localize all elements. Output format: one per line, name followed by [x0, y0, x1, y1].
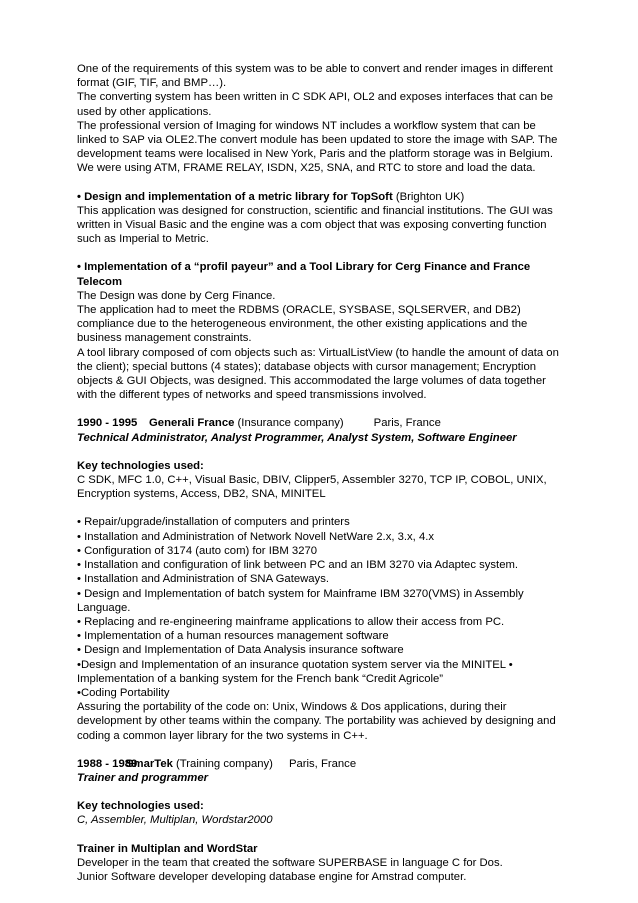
generali-coding-line: •Coding Portability — [77, 686, 170, 699]
generali-company: Generali France — [149, 417, 235, 430]
generali-tech-heading: Key technologies used: — [77, 459, 204, 472]
cerg-heading: • Implementation of a “profil payeur” and a Tool Library for Cerg Finance and France Telecom — [77, 260, 567, 288]
spacer — [77, 246, 567, 260]
spacer — [77, 501, 567, 515]
generali-city: Paris, France — [373, 417, 441, 430]
generali-company-type: (Insurance company) — [234, 417, 344, 430]
generali-bullet-list — [77, 515, 567, 657]
generali-minitel-line: •Design and Implementation of an insurance quotation system server via the MINITEL • Implementation of a banking system for the French bank “Credit Agricole” — [77, 658, 513, 685]
smartek-city: Paris, France — [288, 757, 357, 770]
smartek-line-1: Developer in the team that created the software SUPERBASE in language C for Dos. — [77, 856, 503, 869]
generali-portability: Assuring the portability of the code on: Unix, Windows & Dos applications, during their development by other teams within the company. The portability was achieved by designing and coding a common layer library for the two systems in C++. — [77, 701, 556, 742]
list-item: • Repair/upgrade/installation of computers and printers — [77, 515, 567, 529]
spacer — [77, 402, 567, 416]
cerg-line-3: A tool library composed of com objects such as: VirtualListView (to handle the amount of data on the client); special buttons (4 states); database objects with cursor management; Encryption objects & GUI Objects, was designed. This accommodated the large volumes of data together with the different types of networks and speed transmissions involved. — [77, 346, 559, 402]
intro-paragraph-2: The converting system has been written in C SDK API, OL2 and exposes interfaces that can be used by other applications. — [77, 91, 553, 118]
generali-period-row — [77, 416, 567, 430]
spacer — [77, 785, 567, 799]
list-item: • Configuration of 3174 (auto com) for IBM 3270 — [77, 544, 567, 558]
smartek-line-2: Junior Software developer developing database engine for Amstrad computer. — [77, 870, 467, 883]
list-item: • Replacing and re-engineering mainframe applications to allow their access from PC. — [77, 615, 567, 629]
generali-years: 1990 - 1995 — [77, 417, 138, 430]
topsoft-body: This application was designed for construction, scientific and financial institutions. The GUI was written in Visual Basic and the engine was a com object that was exposing converting function such as Imperial to Metric. — [77, 204, 553, 246]
cv-page — [77, 62, 567, 884]
smartek-role: Trainer and programmer — [77, 771, 209, 784]
spacer — [77, 445, 567, 459]
list-item: • Implementation of a human resources management software — [77, 629, 567, 643]
smartek-years: 1988 - 1989 — [77, 757, 138, 770]
list-item: • Design and Implementation of batch system for Mainframe IBM 3270(VMS) in Assembly Language. — [77, 587, 567, 615]
topsoft-heading — [77, 190, 567, 204]
list-item: • Design and Implementation of Data Analysis insurance software — [77, 643, 567, 657]
cerg-line-1: The Design was done by Cerg Finance. — [77, 289, 276, 302]
smartek-tech-heading: Key technologies used: — [77, 800, 204, 813]
topsoft-title: • Design and implementation of a metric library for TopSoft — [77, 191, 393, 203]
spacer — [77, 176, 567, 190]
smartek-trainer-heading: Trainer in Multiplan and WordStar — [77, 842, 258, 855]
list-item: • Installation and Administration of Network Novell NetWare 2.x, 3.x, 4.x — [77, 530, 567, 544]
list-item: • Installation and Administration of SNA Gateways. — [77, 572, 567, 586]
spacer — [77, 828, 567, 842]
smartek-company-type: (Training company) — [172, 757, 273, 770]
generali-role: Technical Administrator, Analyst Programmer, Analyst System, Software Engineer — [77, 431, 517, 444]
spacer — [77, 743, 567, 757]
list-item: • Installation and configuration of link between PC and an IBM 3270 via Adaptec system. — [77, 558, 567, 572]
topsoft-location: (Brighton UK) — [392, 190, 465, 203]
intro-paragraph-3: The professional version of Imaging for windows NT includes a workflow system that can be linked to SAP via OLE2.The convert module has been updated to store the image with SAP. The development teams were localised in New York, Paris and the platform storage was in Belgium. We were using ATM, FRAME RELAY, ISDN, X25, SNA, and RTC to store and load the data. — [77, 119, 558, 175]
cerg-line-2: The application had to meet the RDBMS (ORACLE, SYSBASE, SQLSERVER, and DB2) compliance due to the heterogeneous environment, the other existing applications and the business management constraints. — [77, 304, 528, 345]
smartek-company: SmarTek — [126, 757, 173, 770]
generali-tech: C SDK, MFC 1.0, C++, Visual Basic, DBIV, Clipper5, Assembler 3270, TCP IP, COBOL, UNIX, Encryption systems, Access, DB2, SNA, MINITEL — [77, 474, 547, 501]
smartek-period-row — [77, 757, 567, 771]
intro-paragraph-1: One of the requirements of this system was to be able to convert and render images in different format (GIF, TIF, and BMP…). — [77, 63, 553, 90]
smartek-tech: C, Assembler, Multiplan, Wordstar2000 — [77, 814, 273, 827]
